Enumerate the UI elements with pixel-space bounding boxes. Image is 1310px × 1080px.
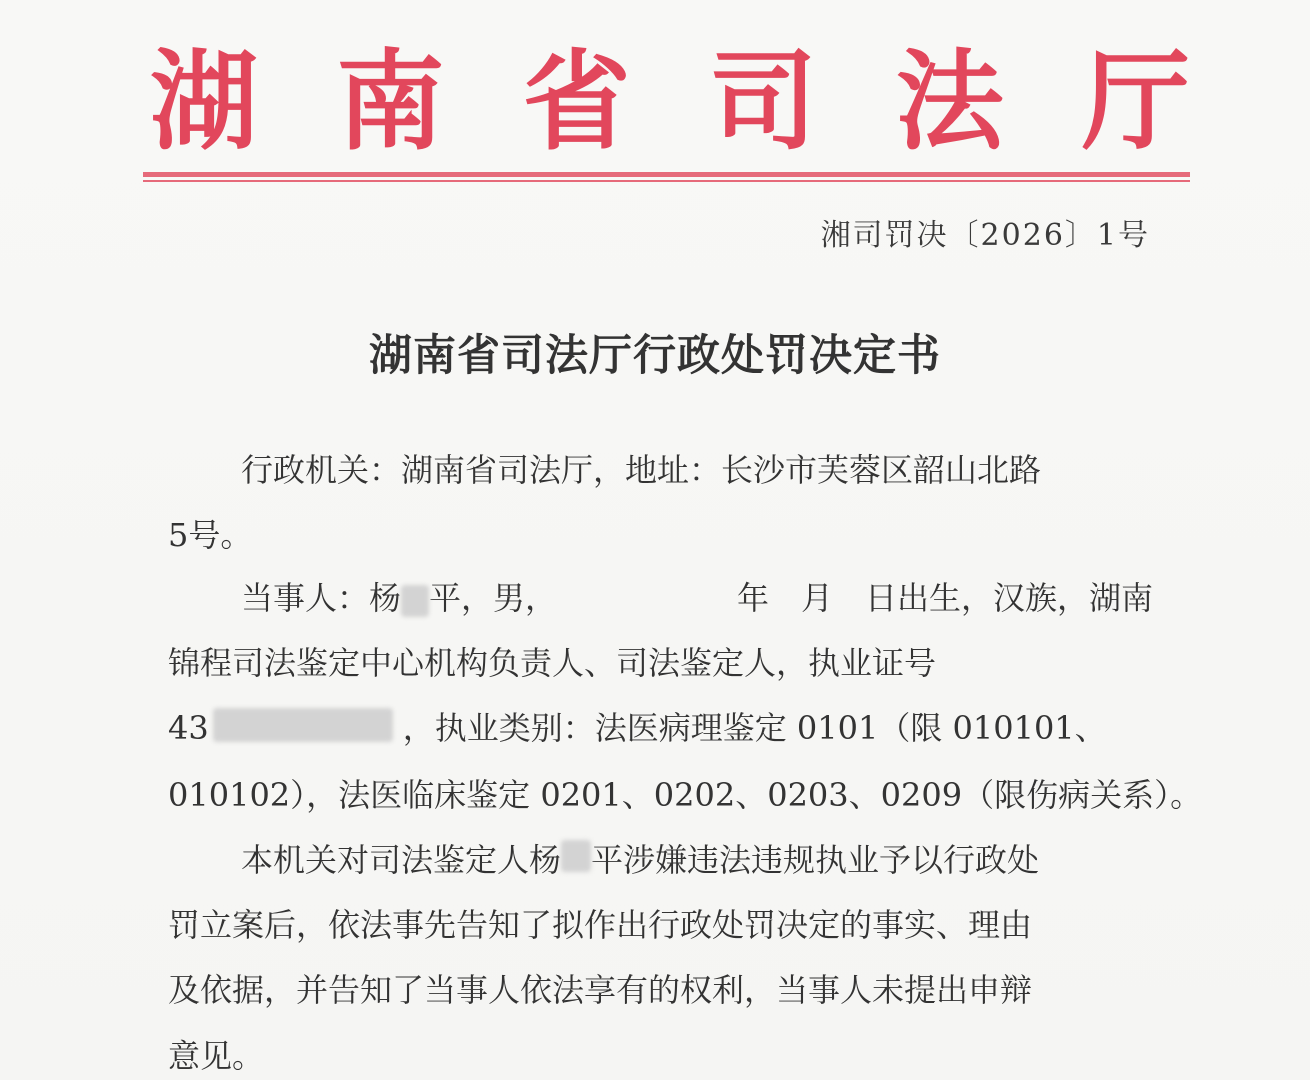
party-text-2: 平，男，	[429, 579, 558, 617]
para2-line2: 锦程司法鉴定中心机构负责人、司法鉴定人，执业证号	[168, 644, 937, 682]
para2-line1	[241, 578, 1153, 618]
document-title: 湖南省司法厅行政处罚决定书	[369, 331, 941, 381]
para1-line1: 行政机关：湖南省司法厅，地址：长沙市芙蓉区韶山北路	[241, 451, 1042, 489]
para3-line3: 及依据，并告知了当事人依法享有的权利，当事人未提出申辩	[168, 971, 1033, 1009]
letterhead-char: 厅	[1081, 40, 1190, 165]
party-text: 当事人：杨	[241, 579, 402, 617]
letterhead	[150, 38, 1190, 168]
birth-text: 年 月 日出生，汉族，湖南	[736, 579, 1153, 617]
para2-line4: 010102），法医临床鉴定 0201、0202、0203、0209（限伤病关系）。	[168, 776, 1203, 814]
license-prefix: 43	[168, 709, 209, 747]
document-number: 湘司罚决〔2026〕1号	[820, 218, 1150, 253]
letterhead-char: 南	[336, 40, 445, 165]
para3-text-a: 本机关对司法鉴定人杨	[241, 841, 562, 879]
para1-line2: 5号。	[168, 516, 253, 554]
letterhead-char: 司	[709, 40, 818, 165]
letterhead-char: 省	[522, 40, 631, 165]
para3-line4: 意见。	[168, 1037, 265, 1075]
para2-line3	[168, 708, 1153, 748]
redacted-license-number	[213, 708, 393, 742]
letterhead-rule-thick	[143, 172, 1190, 177]
party-label	[241, 578, 557, 618]
para3-line1	[241, 840, 1153, 880]
redacted-name-char	[561, 840, 591, 872]
letterhead-char: 湖	[150, 40, 259, 165]
practice-category: ，执业类别：法医病理鉴定 0101（限 010101、	[402, 709, 1107, 747]
letterhead-rule-thin	[143, 180, 1190, 182]
para3-line2: 罚立案后，依法事先告知了拟作出行政处罚决定的事实、理由	[168, 906, 1033, 944]
letterhead-char: 法	[895, 40, 1004, 165]
redacted-name-char	[401, 585, 429, 617]
para3-text-b: 平涉嫌违法违规执业予以行政处	[591, 841, 1040, 879]
